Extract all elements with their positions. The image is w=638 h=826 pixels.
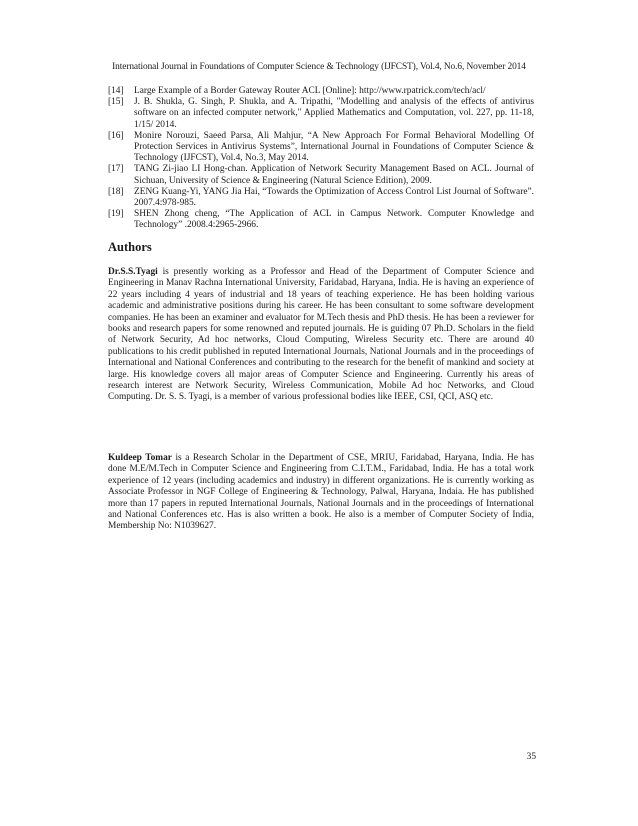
reference-item xyxy=(108,164,534,186)
reference-item xyxy=(108,86,534,97)
author-bio xyxy=(108,267,534,404)
author-bio xyxy=(108,453,534,533)
reference-text: ZENG Kuang-Yi, YANG Jia Hai, “Towards the Optimization of Access Control List Journal of Software”. 2007.4:978-985. xyxy=(134,186,534,209)
page-number: 35 xyxy=(526,752,536,762)
reference-number: [14] xyxy=(108,86,124,96)
author-name: Dr.S.S.Tyagi xyxy=(108,267,158,277)
reference-number: [16] xyxy=(108,130,124,141)
reference-number: [18] xyxy=(108,186,124,197)
reference-number: [15] xyxy=(108,97,124,108)
reference-text: TANG Zi-jiao LI Hong-chan. Application of Network Security Management Based on ACL. Journal of Sichuan, University of Science & Engineering (Natural Science Edition), 2009. xyxy=(134,164,534,186)
authors-heading: Authors xyxy=(108,240,152,254)
author-name: Kuldeep Tomar xyxy=(108,453,172,463)
author-bio-text: is presently working as a Professor and Head of the Department of Computer Science and Engineering in Manav Rachna International University, Faridabad, Haryana, India. He is having an experience of 22 years including 4 years of industrial and 18 years of teaching experience. He has been holding various academic and administrative positions during his career. He has been consultant to some software development companies. He has been an examiner and evaluator for M.Tech thesis and PhD thesis. He has been a reviewer for books and research papers for some renowned and reputed journals. He is guiding 07 Ph.D. Scholars in the field of Network Security, Ad hoc networks, Cloud Computing, Wireless Security etc. There are around 40 publications to his credit published in reputed International Journals, National Journals and in the proceedings of International and National Conferences and contributing to the research for the benefit of mankind and society at large. His knowledge covers all major areas of Computer Science and Engineering. Currently his areas of research interest are Network Security, Wireless Communication, Mobile Ad hoc Networks, and Cloud Computing. Dr. S. S. Tyagi, is a member of various professional bodies like IEEE, CSI, QCI, ASQ etc. xyxy=(108,267,534,403)
reference-item xyxy=(108,187,534,209)
reference-text: Large Example of a Border Gateway Router ACL [Online]: http://www.rpatrick.com/tech/acl/ xyxy=(134,86,486,96)
reference-number: [17] xyxy=(108,164,124,175)
author-bio-text: is a Research Scholar in the Department of CSE, MRIU, Faridabad, Haryana, India. He has done M.E/M.Tech in Computer Science and Engineering from C.I.T.M., Faridabad, India. He has a total work experience of 12 years (including academics and industry) in different organizations. He is currently working as Associate Professor in NGF College of Engineering & Technology, Palwal, Haryana, Indaia. He has published more than 17 papers in reputed International Journals, National Journals and in the proceedings of International and National Conferences etc. Has is also written a book. He also is a member of Computer Society of India, Membership No: N1039627. xyxy=(108,453,534,532)
reference-list xyxy=(108,86,534,232)
journal-header: International Journal in Foundations of Computer Science & Technology (IJFCST), Vol.4, No.6, November 2014 xyxy=(112,62,526,72)
reference-text: Monire Norouzi, Saeed Parsa, Ali Mahjur, “A New Approach For Formal Behavioral Modelling Of Protection Services in Antivirus Systems”, International Journal in Foundations of Computer Science & Technology (IJFCST), Vol.4, No.3, May 2014. xyxy=(134,130,534,164)
reference-item xyxy=(108,97,534,131)
reference-number: [19] xyxy=(108,209,124,220)
reference-text: J. B. Shukla, G. Singh, P. Shukla, and A. Tripathi, "Modelling and analysis of the effects of antivirus software on an infected computer network," Applied Mathematics and Computation, vol. 227, pp. 11-18, 1/15/ 2014. xyxy=(134,97,534,130)
reference-text: SHEN Zhong cheng, “The Application of ACL in Campus Network. Computer Knowledge and Technology” .2008.4:2965-2966. xyxy=(134,209,534,231)
reference-item xyxy=(108,209,534,231)
reference-item xyxy=(108,131,534,165)
